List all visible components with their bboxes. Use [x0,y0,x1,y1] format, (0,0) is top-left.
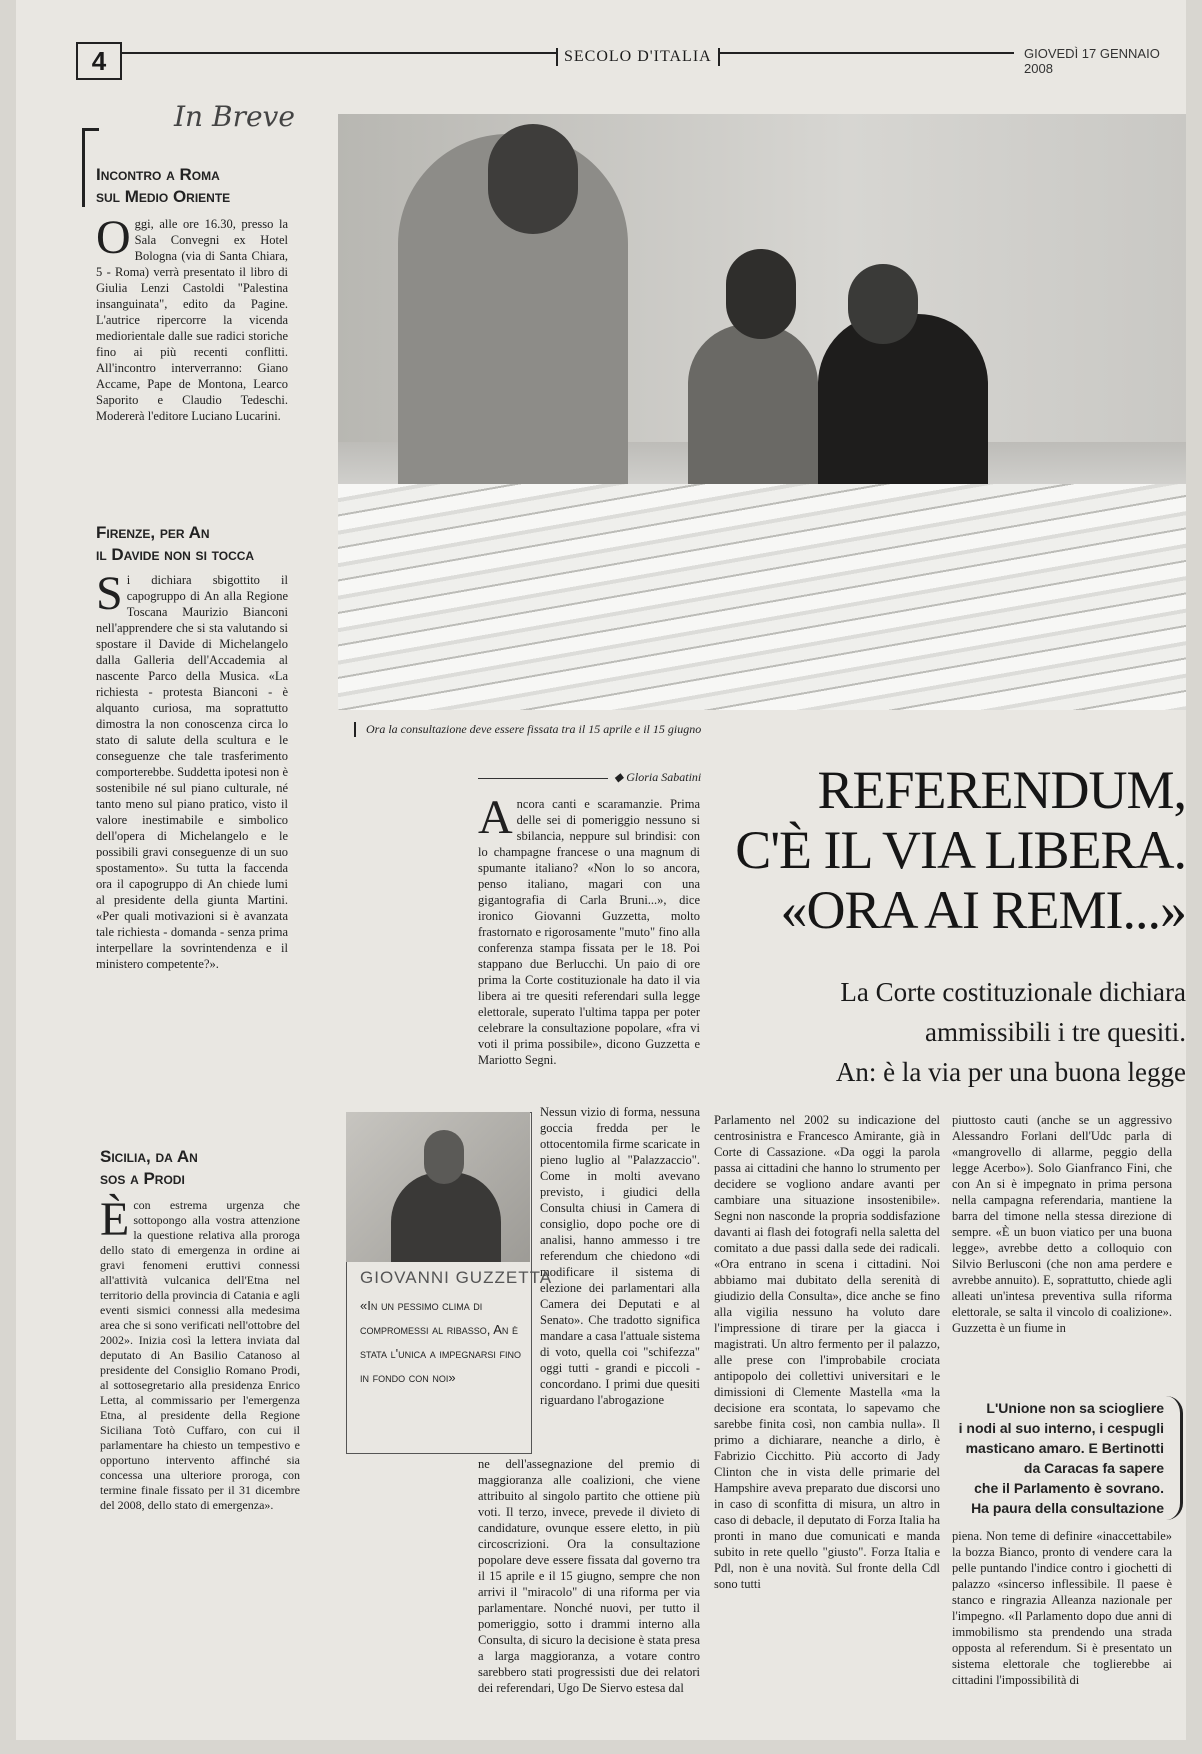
subheadline: La Corte costituzionale dichiara ammissibili i tre quesiti. An: è la via per una buona legge [835,977,1186,1087]
masthead-rule-right [714,52,1014,54]
brief-2-title: Firenze, per An il Davide non si tocca [96,523,255,564]
photo-person-1-head [488,124,578,234]
page-number: 4 [76,42,122,80]
portrait-photo [346,1112,530,1262]
article-col2: Parlamento nel 2002 su indicazione del centrosinistra e Francesco Amirante, già in Corte di Cassazione. «Da oggi la parola passa ai cittadini che hanno lo strumento per decidere se vogliono andare avanti per cambiare una situazione insostenibile». Segni non nasconde la propria soddisfazione davanti ai flash dei fotografi nella saletta del comitato a due passi dalla sede dei radicali. «Ora entrano in scena i cittadini. Noi abbiamo mai dubitato della serenità di giudizio della Consulta», dice anche se fino alla vigilia nessuno ha voluto dare l'impressione di tirare per la giacca i magistrati. Un altro fermento per il palazzo, alle prese con l'improbabile crociata antipopolo dei collettivi universitari e le dimissioni di Clemente Mastella «ma la decisione era scontata, lo sapevamo che sarebbe finita così, non cambia nulla». Il primo a dichiarare, neanche a dirlo, è Fabrizio Cicchitto. Più accorto di Jady Clinton che in vista delle primarie del Hampshire aveva preparato due discorsi uno in caso di sconfitta di misura, un altro in caso di debacle, il deputato di Forza Italia ha pronti in mano due comunicati e manda subito in rete quello "giusto". Forza Italia e Pdl, non è una novità. Sul fronte della Cdl sono tutti [714,1113,940,1591]
byline: ◆ Gloria Sabatini [478,770,701,785]
brief-2-body: Si dichiara sbigottito il capogruppo di An alla Regione Toscana Maurizio Bianconi nell'apprendere che si sta valutando si spostare il Davide di Michelangelo dalla Galleria dell'Accademia al nascente Parco della Musica. «La richiesta - protesta Bianconi - è alquanto curiosa, ma soprattutto dimostra la non conoscenza circa lo stato di salute della scultura e le conseguenze che tale trasferimento comporterebbe. Suddetta ipotesi non è sostenibile né sul piano culturale, né tanto meno sul piano pratico, visto il valore inestimabile e simbolico dell'opera di Michelangelo e le possibili gravi conseguenze di un suo spostamento». Su tutta la faccenda ora il capogruppo di An chiede lumi al presidente della giunta Martini. «Per quali motivazioni si è avanzata tale richiesta - domanda - senza prima interpellare la sovrintendenza e il ministero competente?». [96,567,288,971]
photo-caption: Ora la consultazione deve essere fissata tra il 15 aprile e il 15 giugno [354,722,701,737]
article-col1-top: Ancora canti e scaramanzie. Prima delle sei di pomeriggio nessuno si sbilancia, neppure sul brindisi: con lo champagne francese o una magnum di spumante italiano? «Non lo so ancora, penso italiano, magari con una gigantografia di Carla Bruni...», dice ironico Giovanni Guzzetta, molto frastornato e rigorosamente "muto" fino alla conferenza stampa fissata per le 18. Poi stappano due Berlucchi. Un paio di ore prima la Corte costituzionale ha dato il via libera ai tre quesiti referendari sulla legge elettorale, superato l'ultima tappa per poter celebrare la consultazione popolare, «fra vi voti il prima possibile», dicono Guzzetta e Mariotto Segni. [478,791,700,1067]
newspaper-page [16,0,1186,1740]
pull-quote-brace [1166,1396,1183,1520]
issue-date: GIOVEDÌ 17 GENNAIO 2008 [1024,46,1160,76]
newspaper-name: SECOLO D'ITALIA [556,48,720,66]
headline: REFERENDUM, C'È IL VIA LIBERA. «ORA AI REMI...» [735,760,1186,940]
brief-1-title: Incontro a Roma sul Medio Oriente [96,165,231,206]
quote-author: GIOVANNI GUZZETTA [360,1268,553,1287]
photo-ballots-table [338,484,1186,710]
byline-rule [478,778,608,779]
photo-person-2-head [726,249,796,339]
dropcap: È [100,1193,130,1246]
article-col3-top: piuttosto cauti (anche se un aggressivo Alessandro Forlani dell'Udc parla di «mangrovello di allarme, peggio della legge Acerbo»). Solo Gianfranco Fini, che con An si è impegnato in prima persona nella campagna referendaria, mantiene la barra del timone nella stessa direzione di sempre. «È un buon viatico per una buona legge», avrebbe detto a colloquio con Silvio Berlusconi (che non ama perdere e avrebbe annuito). E, soprattutto, chiede agli alleati un'intesa preventiva sulla riforma elettorale, se salta il vincolo di coalizione». Guzzetta è un fiume in [952,1113,1172,1335]
dropcap: O [96,211,131,264]
article-col1-bottom: ne dell'assegnazione del premio di maggioranza alle coalizioni, che viene attribuito al singolo partito che ottiene più voti. Il terzo, invece, prevede il divieto di candidature, ovunque essere eletto, in più circoscrizioni. Ora la consultazione popolare deve essere fissata dal governo tra il 15 aprile e il 15 giugno, sempre che non arrivi il "miracolo" di una riforma per via parlamentare. Nonché nuovi, per tutto il pomeriggio, sotto i drammi interno alla Consulta, di sicuro la decisione è stata presa a larga maggioranza, a votare contro sarebbero stati progressisti due dei relatori dei referendari, Ugo De Siervo estesa dal [478,1457,700,1695]
brief-1-body: Oggi, alle ore 16.30, presso la Sala Convegni ex Hotel Bologna (via di Santa Chiara, 5 - Roma) verrà presentato il libro di Giulia Lenzi Castoldi "Palestina insanguinata", edito da Pagine. L'autrice ripercorre la vicenda mediorientale dalle sue radici storiche fino ai più recenti conflitti. All'incontro interverranno: Giano Accame, Pape de Montona, Learco Saporito e Claudio Tedeschi. Modererà l'editore Luciano Lucarini. [96,211,288,423]
pull-quote: L'Unione non sa sciogliere i nodi al suo interno, i cespugli masticano amaro. E Bertinotti da Caracas fa sapere che il Parlamento è sovrano. Ha paura della consultazione [958,1400,1164,1516]
quote-text: «In un pessimo clima di compromessi al ribasso, An è stata l'unica a impegnarsi fino in fondo con noi» [360,1298,521,1385]
portrait-body [391,1172,501,1262]
main-photo [338,114,1186,710]
portrait-face [424,1130,464,1184]
photo-person-3-head [848,264,918,344]
brief-3-title: Sicilia, da An sos a Prodi [100,1147,198,1188]
dropcap: A [478,791,513,844]
section-label: In Breve [174,100,295,133]
dropcap: S [96,567,123,620]
article-col3-bottom: piena. Non teme di definire «inaccettabile» la bozza Bianco, pronto di vendere cara la pelle puntando l'indice contro i giochetti di palazzo «sincerso inflessibile. Il paese è stanco e ringrazia Alleanza nazionale per l'impegno. «Il Parlamento dopo due anni di immobilismo sta prendendo una strada opposta al referendum. Si è presentato un sistema elettorale che toglierebbe ai cittadini l'impossibilità di [952,1529,1172,1687]
brief-3-body: Ècon estrema urgenza che sottopongo alla vostra attenzione la questione relativa alla proroga dello stato di emergenza in ordine ai gravi fenomeni eruttivi connessi all'attività vulcanica dell'Etna nel territorio della provincia di Catania e agli eventi sismici connessi alla medesima area che si sono verificati nell'ottobre del 2002». Inizia così la lettera inviata dal deputato di An Basilio Catanoso al presidente del Consiglio Romano Prodi, al sottosegretario alla presidenza Enrico Letta, al commissario per l'emergenza Etna, al presidente della Regione Siciliana Totò Cuffaro, con cui il parlamentare ha chiesto un tempestivo e opportuno intervento affinché sia concessa una ulteriore proroga, con termine finale fissato per il 31 dicembre del 2008, dello stato di emergenza». [100,1193,300,1512]
article-col1-right: Nessun vizio di forma, nessuna goccia fredda per le ottocentomila firme scaricate in pieno luglio al "Palazzaccio". Come in molti avevano previsto, i giudici della Consulta chiusi in Camera di consiglio, dopo poche ore di analisi, hanno ammesso i tre referendum che chiedono «di modificare il sistema di elezione dei parlamentari alla Camera dei Deputati e al Senato». Che tradotto significa mandare a casa l'attuale sistema di voto, quella coi "schifezza" oggi tutti - grandi e piccoli - concordano. I primi due quesiti riguardano l'abrogazione [540,1105,700,1407]
masthead-rule-left [116,52,556,54]
